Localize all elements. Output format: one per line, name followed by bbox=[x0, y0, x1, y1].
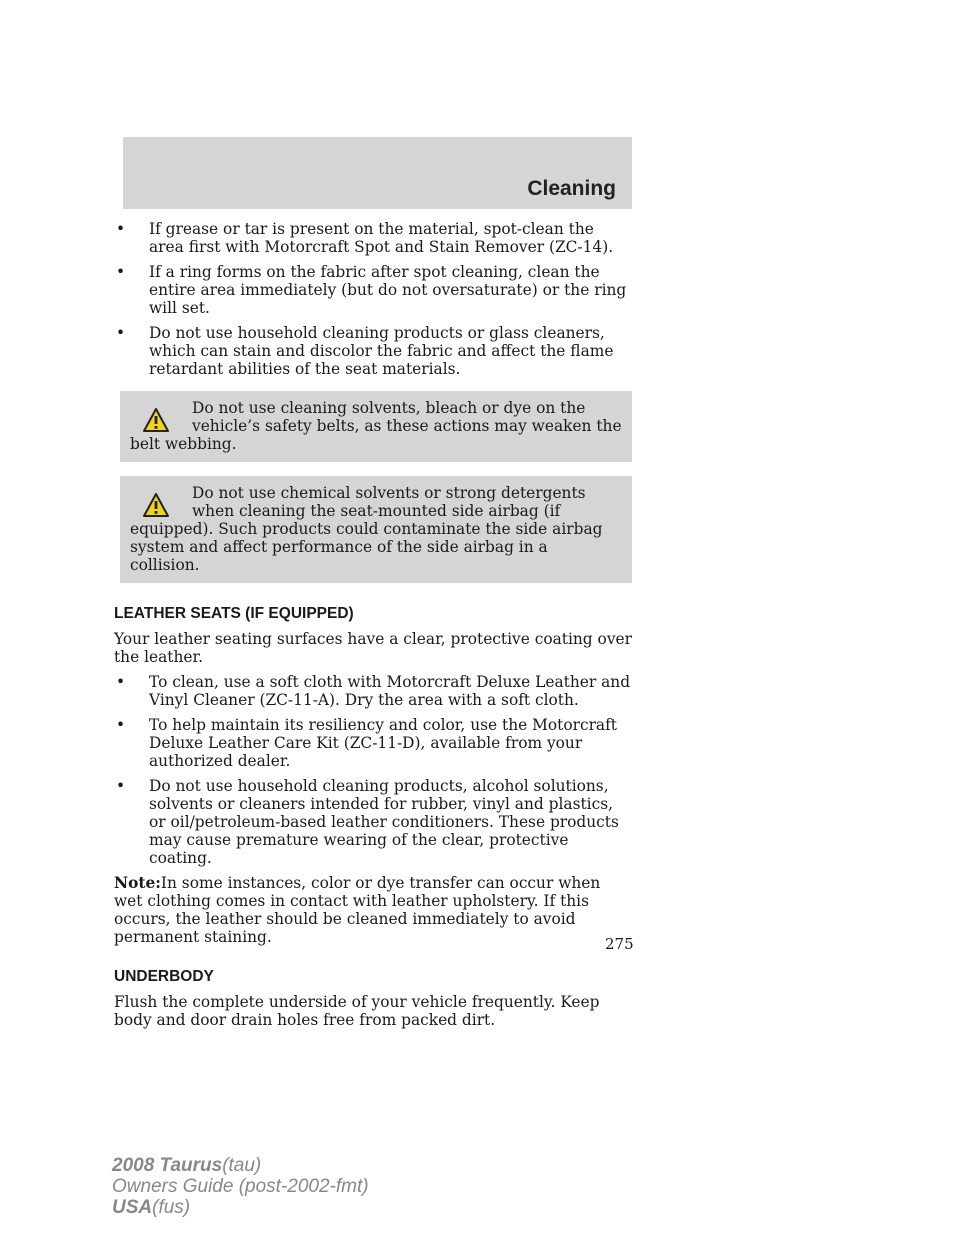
list-item bbox=[114, 263, 632, 317]
bullet-marker: • bbox=[116, 220, 126, 238]
section-title: Cleaning bbox=[527, 177, 616, 200]
list-item-text: To clean, use a soft cloth with Motorcraft Deluxe Leather and Vinyl Cleaner (ZC-11-A). Dry the area with a soft cloth. bbox=[149, 673, 631, 709]
warning-box-side-airbag bbox=[120, 476, 632, 583]
footer-model: 2008 Taurus bbox=[112, 1155, 223, 1176]
list-item-text: If grease or tar is present on the material, spot-clean the area first with Motorcraft Spot and Stain Remover (ZC-14). bbox=[149, 220, 614, 256]
footer-line-2: Owners Guide (post-2002-fmt) bbox=[112, 1176, 369, 1197]
page-content bbox=[114, 220, 632, 1036]
leather-intro: Your leather seating surfaces have a clear, protective coating over the leather. bbox=[114, 630, 632, 666]
footer-market-code: (fus) bbox=[152, 1197, 191, 1218]
underbody-text: Flush the complete underside of your vehicle frequently. Keep body and door drain holes free from packed dirt. bbox=[114, 993, 600, 1029]
list-item-text: If a ring forms on the fabric after spot cleaning, clean the entire area immediately (but do not oversaturate) or the ring will set. bbox=[149, 263, 627, 317]
bullet-marker: • bbox=[116, 324, 126, 342]
list-item-text: Do not use household cleaning products or glass cleaners, which can stain and discolor the fabric and affect the flame retardant abilities of the seat materials. bbox=[149, 324, 614, 378]
warning-box-safety-belts bbox=[120, 391, 632, 462]
warning-icon bbox=[142, 407, 170, 433]
bullet-marker: • bbox=[116, 263, 126, 281]
warning-text: Do not use cleaning solvents, bleach or dye on the vehicle’s safety belts, as these actions may weaken the belt webbing. bbox=[130, 399, 622, 453]
list-item-text: Do not use household cleaning products, alcohol solutions, solvents or cleaners intended for rubber, vinyl and plastics, or oil/petroleum-based leather conditioners. These products may cause premature wearing of the clear, protective coating. bbox=[149, 777, 619, 867]
footer-model-code: (tau) bbox=[222, 1155, 262, 1176]
warning-text: Do not use chemical solvents or strong detergents when cleaning the seat-mounted side airbag (if equipped). Such products could contaminate the side airbag system and affect performance of the side airbag in a collision. bbox=[130, 484, 603, 574]
list-item bbox=[114, 324, 632, 378]
bullet-marker: • bbox=[116, 777, 126, 795]
list-item bbox=[114, 220, 632, 256]
list-item bbox=[114, 777, 632, 867]
warning-icon bbox=[142, 492, 170, 518]
list-item-text: To help maintain its resiliency and color, use the Motorcraft Deluxe Leather Care Kit (ZC-11-D), available from your authorized dealer. bbox=[149, 716, 617, 770]
bullet-marker: • bbox=[116, 673, 126, 691]
document-footer bbox=[112, 1155, 369, 1218]
header-band bbox=[123, 137, 632, 209]
page-number: 275 bbox=[605, 935, 634, 953]
footer-line-3 bbox=[112, 1197, 369, 1218]
leather-seats-heading: LEATHER SEATS (IF EQUIPPED) bbox=[114, 605, 354, 622]
underbody-heading: UNDERBODY bbox=[114, 968, 214, 985]
bullet-marker: • bbox=[116, 716, 126, 734]
list-item bbox=[114, 716, 632, 770]
list-item bbox=[114, 673, 632, 709]
leather-note bbox=[114, 874, 632, 946]
note-text: In some instances, color or dye transfer can occur when wet clothing comes in contact with leather upholstery. If this occurs, the leather should be cleaned immediately to avoid permanent staining. bbox=[114, 874, 601, 946]
note-label: Note: bbox=[114, 874, 161, 892]
footer-line-1 bbox=[112, 1155, 369, 1176]
footer-market: USA bbox=[112, 1197, 153, 1218]
